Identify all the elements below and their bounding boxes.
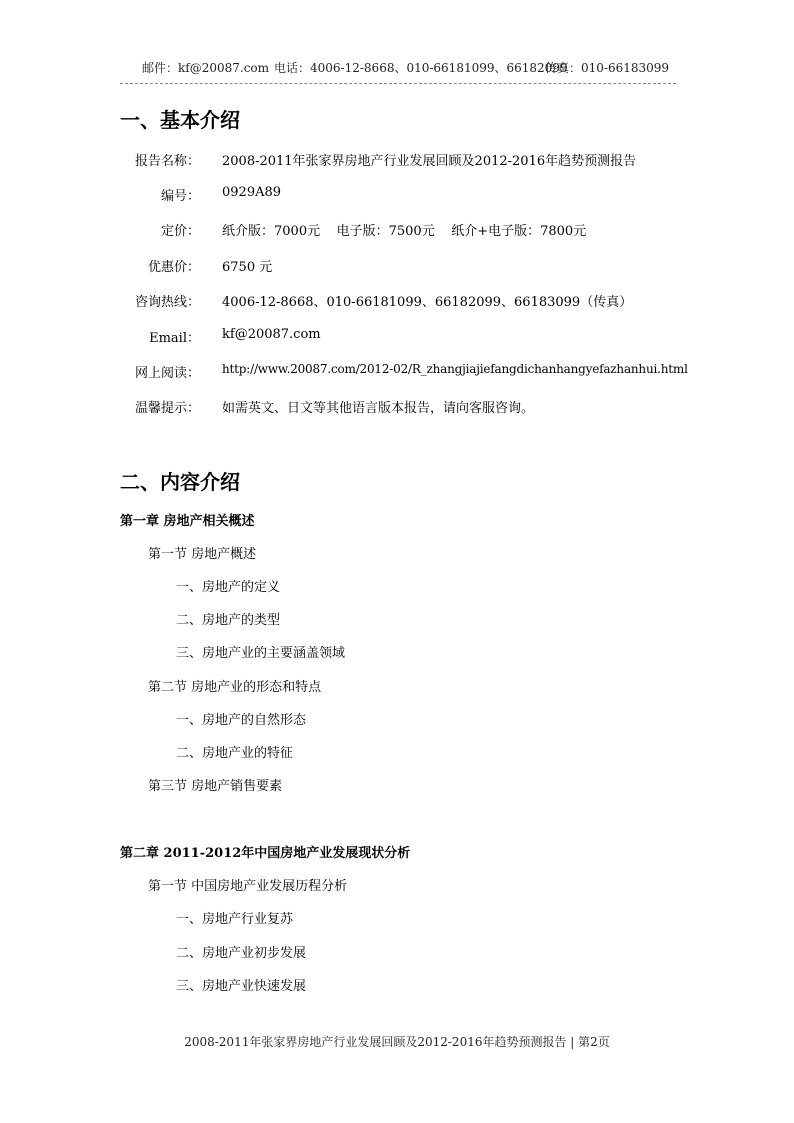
value-hotline: 4006-12-8668、010-66181099、66182099、66183099（传真） bbox=[222, 295, 633, 310]
value-online-url[interactable]: http://www.20087.com/2012-02/R_zhangjiajiefangdichanhangyefazhanhui.html bbox=[222, 362, 688, 376]
label-price: 定价： bbox=[160, 224, 200, 239]
label-online: 网上阅读： bbox=[134, 366, 200, 381]
section-title-basic: 一、基本介绍 bbox=[120, 108, 240, 132]
value-discount: 6750 元 bbox=[222, 260, 273, 275]
chapter-2-title: 第二章 2011-2012年中国房地产业发展现状分析 bbox=[120, 846, 411, 861]
ch1-section-2: 第二节 房地产业的形态和特点 bbox=[148, 680, 322, 695]
ch2-s1-item-1: 一、房地产行业复苏 bbox=[176, 912, 294, 927]
value-code: 0929A89 bbox=[222, 185, 282, 200]
section-title-content: 二、内容介绍 bbox=[120, 470, 240, 494]
label-code: 编号： bbox=[160, 189, 200, 204]
label-report-name: 报告名称： bbox=[134, 154, 200, 169]
ch1-s1-item-3: 三、房地产业的主要涵盖领域 bbox=[176, 646, 346, 661]
value-tip: 如需英文、日文等其他语言版本报告，请向客服咨询。 bbox=[222, 401, 535, 416]
header-phone: 电话：4006-12-8668、010-66181099、66182099 bbox=[274, 61, 568, 75]
ch1-s2-item-2: 二、房地产业的特征 bbox=[176, 746, 294, 761]
chapter-1-title: 第一章 房地产相关概述 bbox=[120, 514, 255, 529]
page-header bbox=[120, 59, 676, 84]
label-tip: 温馨提示： bbox=[134, 401, 200, 416]
ch1-section-1: 第一节 房地产概述 bbox=[148, 547, 257, 562]
value-email: kf@20087.com bbox=[222, 327, 321, 342]
ch1-s1-item-2: 二、房地产的类型 bbox=[176, 613, 281, 628]
header-email: 邮件：kf@20087.com bbox=[142, 61, 270, 75]
ch1-section-3: 第三节 房地产销售要素 bbox=[148, 779, 283, 794]
value-report-name: 2008-2011年张家界房地产行业发展回顾及2012-2016年趋势预测报告 bbox=[222, 154, 637, 169]
page-footer: 2008-2011年张家界房地产行业发展回顾及2012-2016年趋势预测报告 | 第2页 bbox=[184, 1035, 610, 1049]
label-email: Email： bbox=[149, 331, 200, 346]
value-price: 纸介版：7000元 电子版：7500元 纸介+电子版：7800元 bbox=[222, 224, 587, 239]
ch2-s1-item-2: 二、房地产业初步发展 bbox=[176, 946, 307, 961]
ch2-section-1: 第一节 中国房地产业发展历程分析 bbox=[148, 879, 348, 894]
ch1-s1-item-1: 一、房地产的定义 bbox=[176, 580, 281, 595]
label-hotline: 咨询热线： bbox=[134, 295, 200, 310]
ch1-s2-item-1: 一、房地产的自然形态 bbox=[176, 713, 307, 728]
header-fax: 传真：010-66183099 bbox=[545, 61, 670, 75]
ch2-s1-item-3: 三、房地产业快速发展 bbox=[176, 979, 307, 994]
label-discount: 优惠价： bbox=[147, 260, 200, 275]
